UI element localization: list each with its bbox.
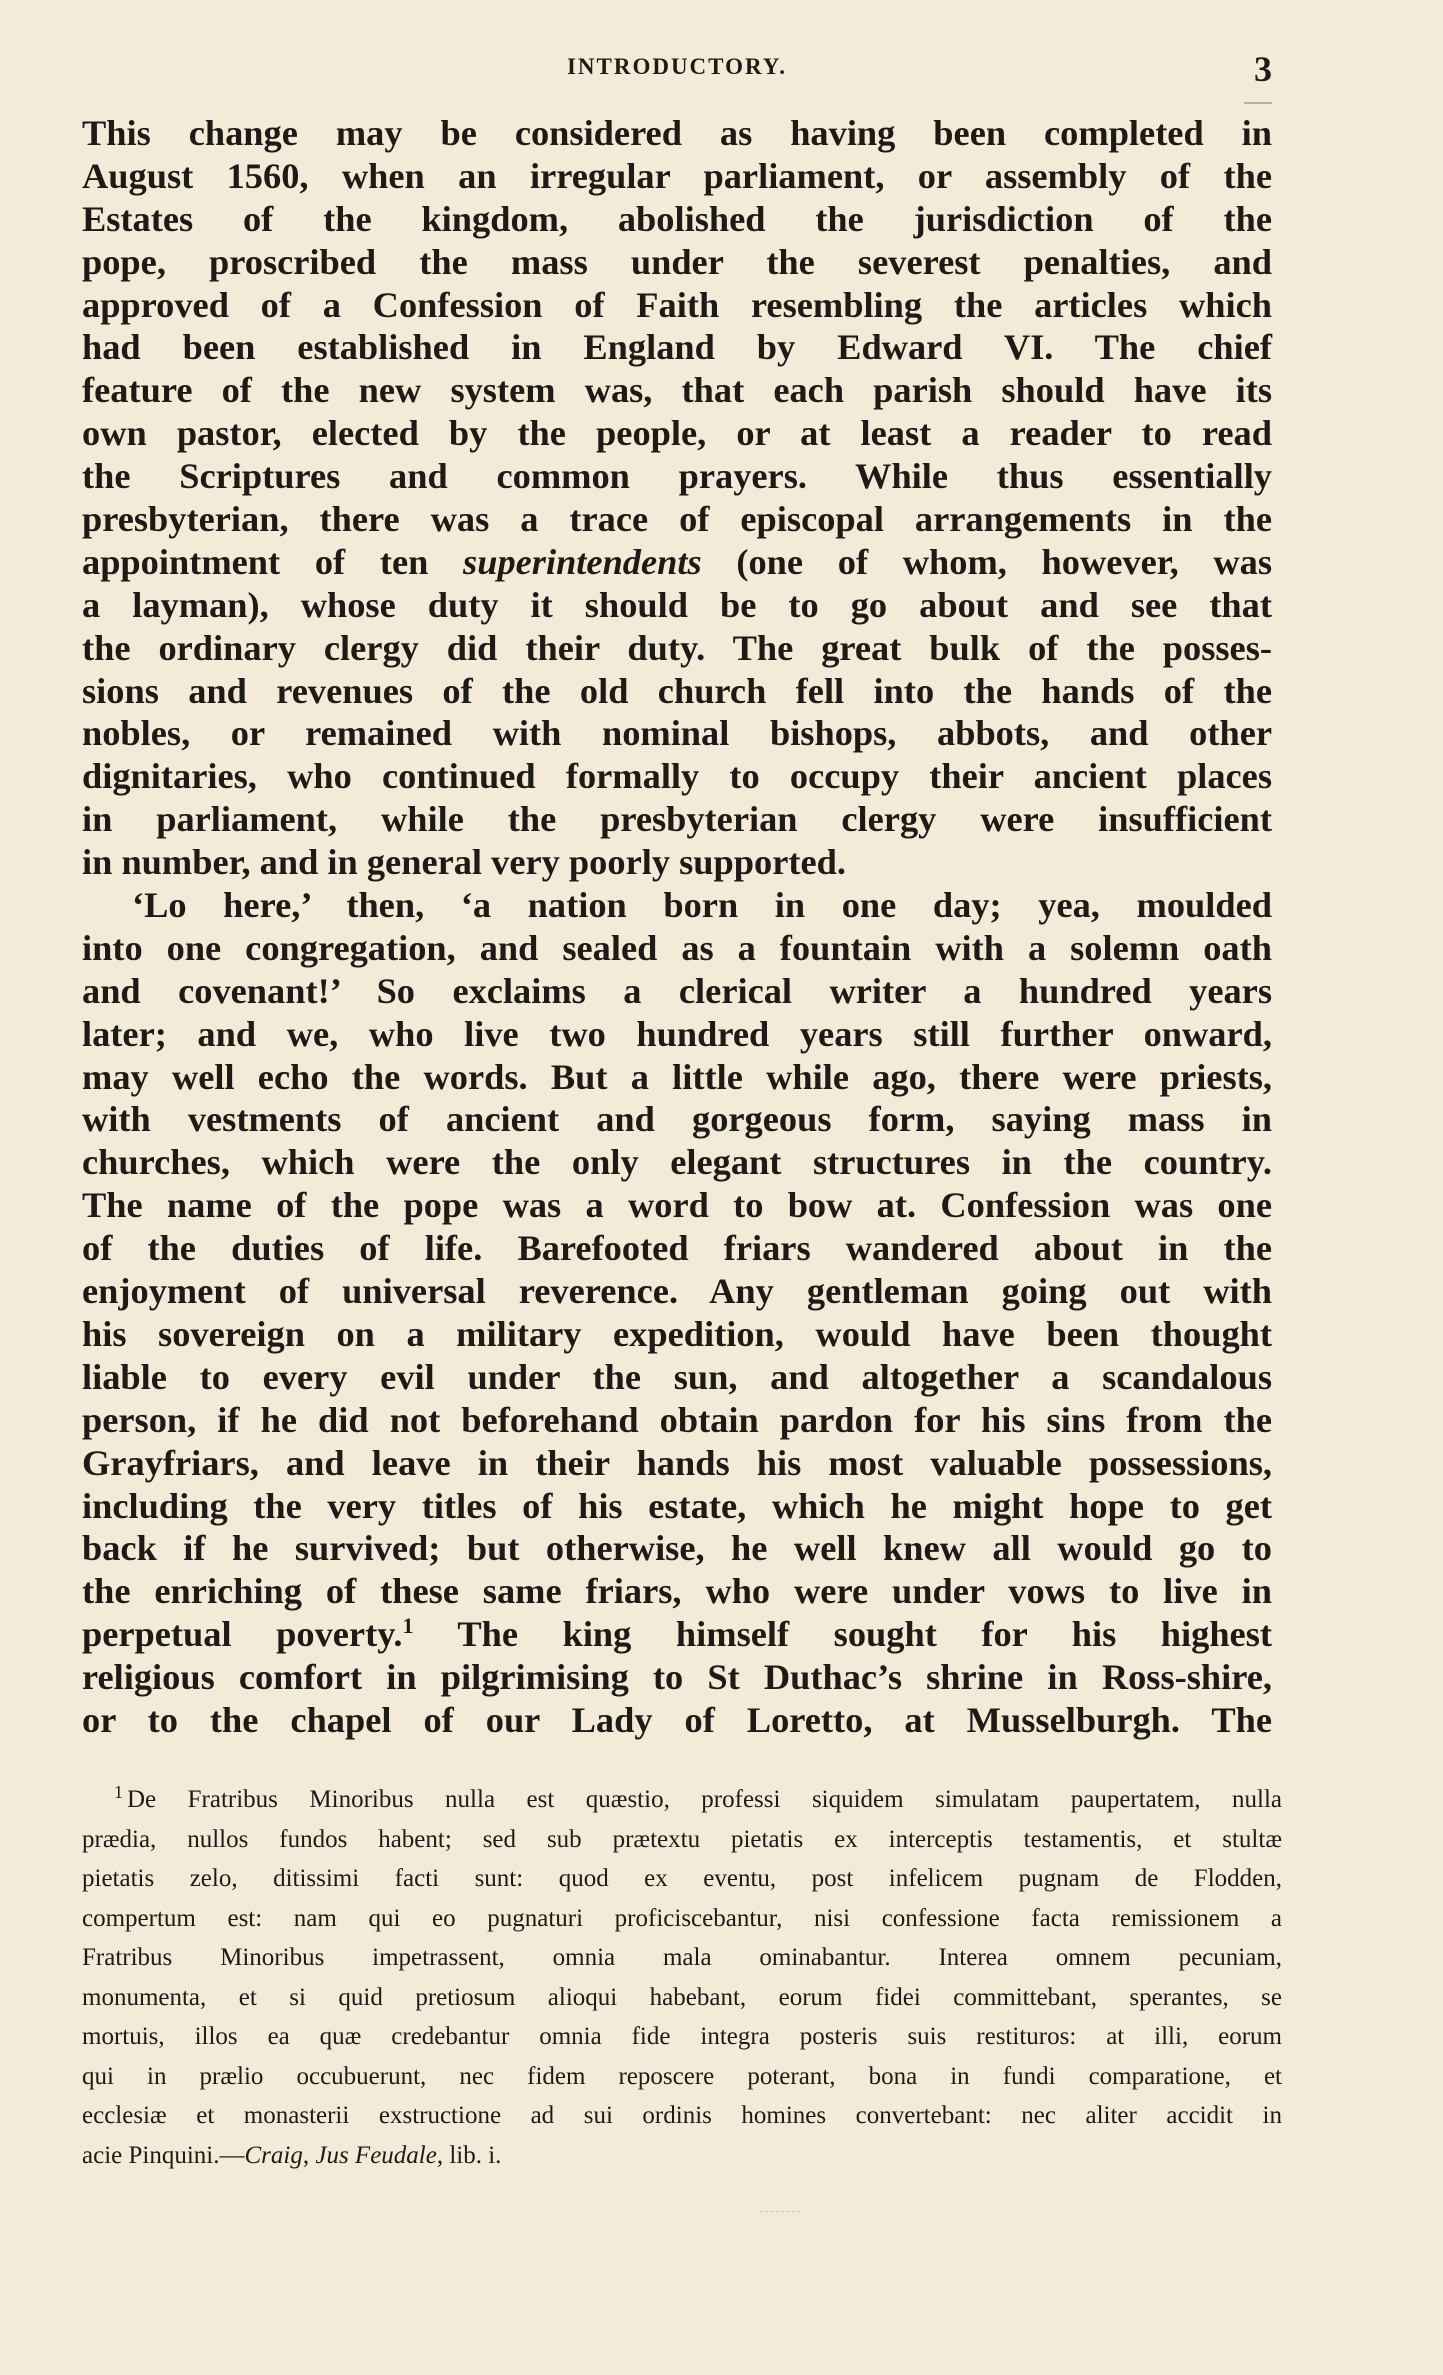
text-line: the enriching of these same friars, who were under vows to live in [82,1571,1272,1612]
text-line: later; and we, who live two hundred years still further onward, [82,1013,1272,1054]
text-line: with vestments of ancient and gorgeous form, saying mass in [82,1099,1272,1140]
text-line: August 1560, when an irregular parliament, or assembly of the [82,155,1272,196]
text-line: religious comfort in pilgrimising to St Duthac’s shrine in Ross-shire, [82,1657,1272,1698]
footnote-line: qui in prælio occubuerunt, nec fidem reposcere poterant, bona in fundi comparatione, et [82,2062,1282,2090]
text-line: may well echo the words. But a little while ago, there were priests, [82,1056,1272,1097]
citation-work: Jus Feudale [315,2141,437,2169]
footnote-marker: 1 [114,1781,123,1802]
text-line: own pastor, elected by the people, or at least a reader to read [82,413,1272,454]
text-line: appointment of ten superintendents (one of whom, however, was [82,541,1273,582]
text-line: or to the chapel of our Lady of Loretto, at Musselburgh. The [82,1699,1272,1740]
scan-mark [760,2211,800,2212]
text-line: sions and revenues of the old church fell into the hands of the [82,670,1272,711]
footnote [82,1780,1282,2175]
text-line: churches, which were the only elegant structures in the country. [82,1142,1272,1183]
text-line: person, if he did not beforehand obtain pardon for his sins from the [82,1399,1272,1440]
running-head [82,48,1272,88]
page-number: 3 [1254,49,1272,89]
footnote-line: monumenta, et si quid pretiosum alioqui habebant, eorum fidei committebant, sperantes, se [82,1983,1282,2011]
footnote-line: ecclesiæ et monasterii exstructione ad sui ordinis homines convertebant: nec aliter accidit in [82,2102,1282,2129]
text-line: of the duties of life. Barefooted friars wandered about in the [82,1228,1272,1269]
footnote-reference[interactable]: 1 [402,1613,414,1639]
text-line: presbyterian, there was a trace of episcopal arrangements in the [82,499,1272,540]
text-line: nobles, or remained with nominal bishops, abbots, and other [82,713,1272,754]
running-title: INTRODUCTORY. [566,54,788,79]
text-line: had been established in England by Edward VI. The chief [82,327,1272,368]
body-text [82,112,1272,1742]
text-line: the Scriptures and common prayers. While thus essentially [82,456,1272,497]
text-line: and covenant!’ So exclaims a clerical writer a hundred years [82,970,1272,1011]
text-line: ‘Lo here,’ then, ‘a nation born in one day; yea, moulded [132,885,1272,926]
text-line: in number, and in general very poorly supported. [82,842,846,883]
text-line: feature of the new system was, that each parish should have its [82,370,1272,411]
footnote-citation-line: acie Pinquini.—Craig, Jus Feudale, lib. i. [82,2141,502,2169]
text-line: The name of the pope was a word to bow at. Confession was one [82,1185,1272,1226]
text-line: perpetual poverty.$^1$ The king himself sought for his highest [82,1613,1272,1655]
footnote-line: Fratribus Minoribus impetrassent, omnia mala ominabantur. Interea omnem pecuniam, [82,1944,1282,1971]
text-line: liable to every evil under the sun, and altogether a scandalous [82,1356,1272,1397]
text-line: his sovereign on a military expedition, would have been thought [82,1313,1272,1354]
text-line: dignitaries, who continued formally to occupy their ancient places [82,756,1272,797]
text-line: the ordinary clergy did their duty. The great bulk of the posses- [82,627,1272,668]
footnote-line: $^1$ De Fratribus Minoribus nulla est quæstio, professi siquidem simulatam paupertatem, nulla [114,1781,1282,1813]
text-line: back if he survived; but otherwise, he well knew all would go to [82,1528,1272,1569]
footnote-line: pietatis zelo, ditissimi facti sunt: quod ex eventu, post infelicem pugnam de Flodden, [82,1865,1282,1892]
text-line: in parliament, while the presbyterian clergy were insufficient [82,799,1272,840]
citation-author: Craig [244,2141,303,2169]
text-line: enjoyment of universal reverence. Any gentleman going out with [82,1271,1272,1312]
text-line: including the very titles of his estate, which he might hope to get [82,1485,1272,1526]
footnote-line: compertum est: nam qui eo pugnaturi proficiscebantur, nisi confessione facta remissionem a [82,1904,1282,1932]
text-line: Estates of the kingdom, abolished the jurisdiction of the [82,198,1272,239]
text-line: into one congregation, and sealed as a fountain with a solemn oath [82,927,1272,968]
text-line: pope, proscribed the mass under the severest penalties, and [82,241,1272,282]
text-line: a layman), whose duty it should be to go about and see that [82,584,1272,625]
italic-term: superintendents [463,541,702,582]
text-line: approved of a Confession of Faith resembling the articles which [82,284,1272,325]
margin-dash [1244,102,1272,104]
footnote-line: mortuis, illos ea quæ credebantur omnia fide integra posteris suis restituros: at illi, eorum [82,2023,1282,2050]
text-line: Grayfriars, and leave in their hands his most valuable possessions, [82,1442,1272,1483]
text-line: This change may be considered as having been completed in [82,113,1272,153]
footnote-line: prædia, nullos fundos habent; sed sub prætextu pietatis ex interceptis testamentis, et stultæ [82,1825,1282,1853]
